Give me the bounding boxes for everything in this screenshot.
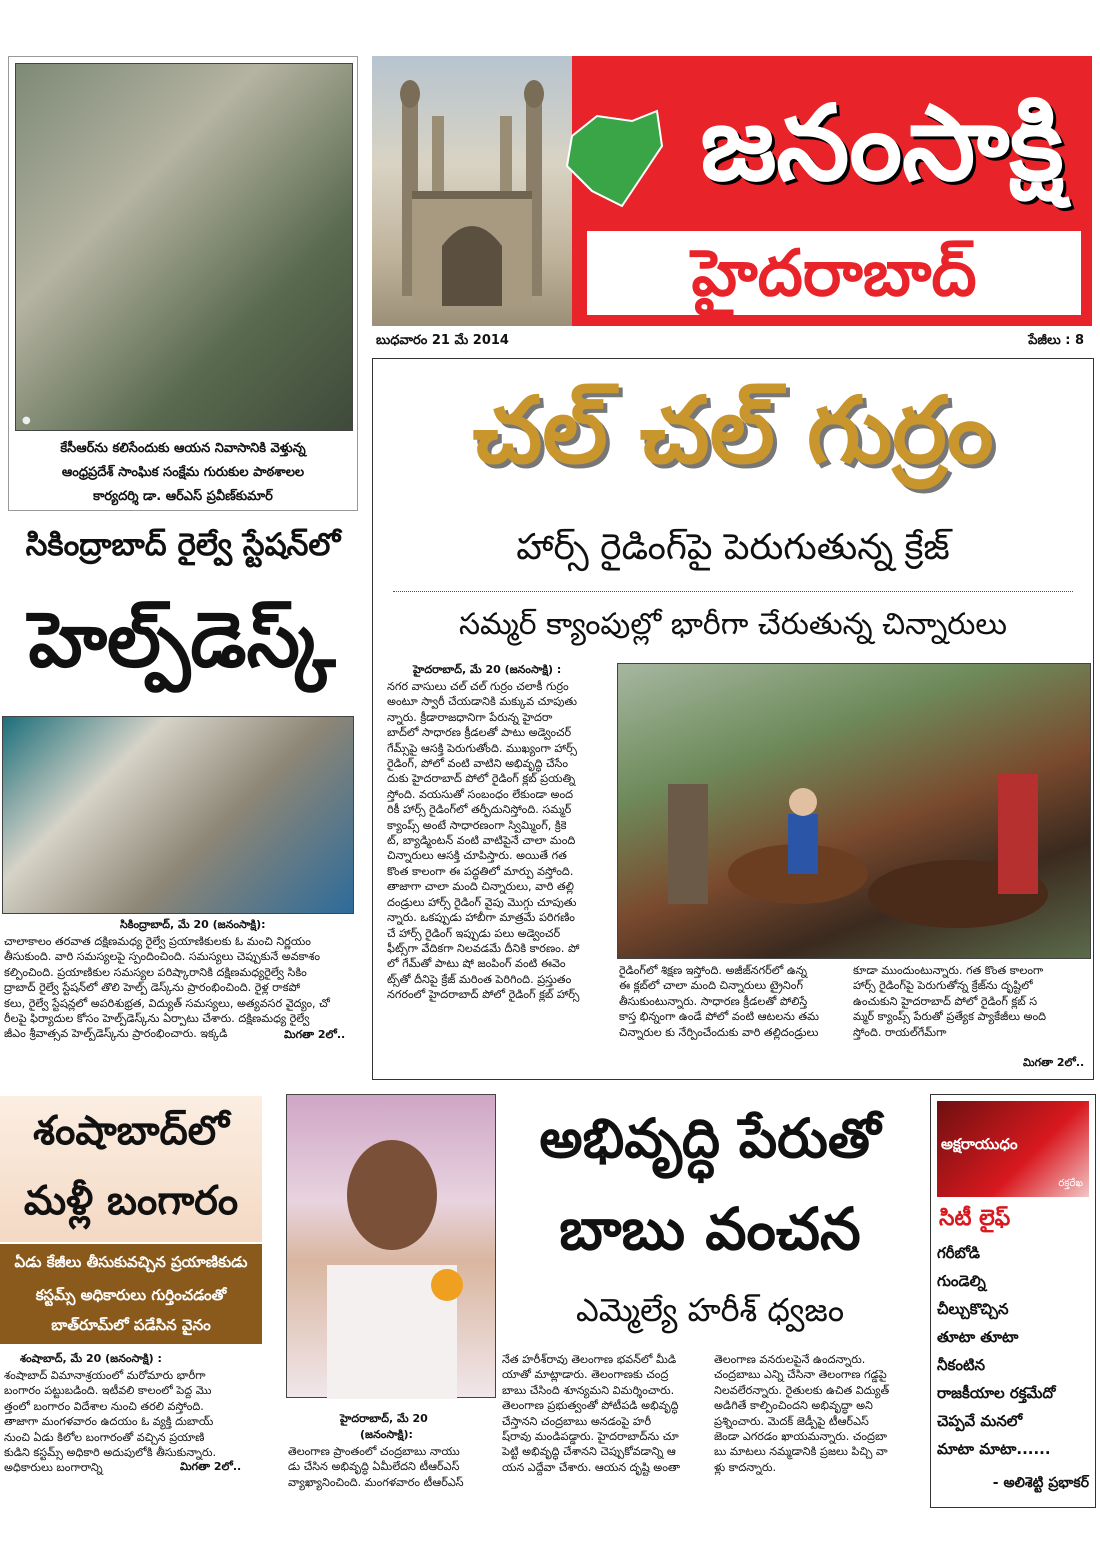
masthead-edition-box xyxy=(584,228,1084,318)
column-logo xyxy=(937,1101,1089,1197)
lead-col2: రైడింగ్‌లో శిక్షణ ఇస్తోంది. అజీజ్‌నగర్‌లో ఉన్న ఈ క్లబ్‌లో చాలా మంది చిన్నారులు ట్రైనింగ్ తీసుకుంటున్నారు. సాధారణ క్రీడలతో పోలిస్తే కాస్త భిన్నంగా ఉండే పోలో వంటి ఆటలను తమ చిన్నారుల కు నేర్పించేందుకు వారి తల్లిదండ్రులు xyxy=(619,964,819,1039)
gold-deck1: ఏడు కేజీలు తీసుకువచ్చిన ప్రయాణికుడు xyxy=(14,1253,248,1271)
babu-headline1: అభివృద్ధి పేరుతో xyxy=(539,1107,881,1170)
page-count: పేజీలు : 8 xyxy=(1028,333,1084,348)
column-title: సిటీ లైఫ్ xyxy=(939,1206,1011,1231)
helpdesk-photo xyxy=(2,716,354,914)
gold-dateline: శంషాబాద్, మే 20 (జనంసాక్షి) : xyxy=(20,1352,162,1365)
lead-col1: నగర వాసులు చల్ చల్ గుర్రం చలాకీ గుర్రం అంటూ స్వారీ చేయడానికి మక్కువ చూపుతు న్నారు. క్రీడారాజధానిగా పేరున్న హైదరా బాద్‌లో సాధారణ క్రీడలతో పాటు అడ్వెంచర్ గేమ్స్‌పై ఆసక్తి పెరుగుతోంది. ముఖ్యంగా హార్స్ రైడింగ్, పోలో వంటి వాటిని అభివృద్ధి చేసేం దుకు హైదరాబాద్ పోలో రైడింగ్ క్లబ్ ప్రయత్ని స్తోంది. వయసుతో సంబంధం లేకుండా అంద రికీ హార్స్ రైడింగ్‌లో తర్ఫీదునిస్తోంది. సమ్మర్ క్యాంప్స్ అంటే సాధారణంగా స్విమ్మింగ్, క్రికె ట్, బ్యాడ్మింటన్ వంటి వాటిపైనే చాలా మంది చిన్నారులు ఆసక్తి చూపిస్తారు. అయితే గత కొంత కాలంగా ఈ పద్ధతిలో మార్పు వస్తోంది. తాజాగా చాలా మంది చిన్నారులు, వారి తల్లి దండ్రులు హార్స్ రైడింగ్ వైపు మొగ్గు చూపుతు న్నారు. ఒకప్పుడు హాబీగా మాత్రమే పరిగణిం చే హార్స్ రైడింగ్ ఇప్పుడు పలు అడ్వెంచర్ ఫీట్స్‌గా వేదికగా నిలవడమే దీనికి కారణం. పో లో గేమ్‌తో పాటు షో జంపింగ్ వంటి ఈవెం ట్స్‌తో దీనిపై క్రేజ్ మరింత పెరిగింది. ప్రస్తుతం నగరంలో హైదరాబాద్ పోలో రైడింగ్ క్లబ్ హార్స్ xyxy=(387,680,580,1002)
masthead-edition: హైదరాబాద్ xyxy=(691,237,977,311)
gold-deck2: కస్టమ్స్ అధికారులు గుర్తించడంతో xyxy=(35,1286,227,1304)
babu-headline2: బాబు వంచన xyxy=(559,1195,861,1263)
babu-col1: నేత హరీశ్‌రావు తెలంగాణ భవన్‌లో మీడి యాతో మాట్లాడారు. తెలంగాణకు చంద్ర బాబు చేసింది శూన్యమని విమర్శించారు. తెలంగాణ ప్రభుత్వంతో పోటీపడి అభివృద్ధి చేస్తానని చంద్రబాబు అనడంపై హరీ ష్‌రావు మండిపడ్డారు. హైదరాబాద్‌ను చూ పెట్టి అభివృద్ధి చేశానని చెప్పుకోవడాన్ని ఆ యన ఎద్దేవా చేశారు. ఆయన దృష్టి అంతా xyxy=(502,1353,681,1474)
babu-dateline2: (జనంసాక్షి): xyxy=(360,1428,413,1441)
gold-body: శంషాబాద్ విమానాశ్రయంలో మరోమారు భారీగా బంగారం పట్టుబడింది. ఇటీవలి కాలంలో పెద్ద మొ త్తంలో బంగారం విదేశాల నుంచి తరలి వస్తోంది. తాజాగా మంగళవారం ఉదయం ఓ వ్యక్తి దుబాయ్ నుంచి ఏడు కిలోల బంగారంతో వచ్చిన ప్రయాణి కుడిని కస్టమ్స్ అధికారి అదుపులోకి తీసుకున్నారు. అధికారులు బంగారాన్ని xyxy=(4,1369,217,1475)
speaker-icon xyxy=(287,1095,497,1399)
masthead-name: జనంసాక్షి xyxy=(700,82,1064,204)
lead-col3: కూడా ముందుంటున్నారు. గత కొంత కాలంగా హార్స్ రైడింగ్‌పై పెరుగుతోన్న క్రేజ్‌ను దృష్టిలో ఉంచుకుని హైదరాబాద్ పోలో రైడింగ్ క్లబ్ స మ్మర్ క్యాంప్స్ పేరుతో ప్రత్యేక ప్యాకేజీలు అంది స్తోంది. రాయల్‌గేమ్‌గా xyxy=(853,964,1047,1039)
photo-caption: కేసీఆర్‌ను కలిసేందుకు ఆయన నివాసానికి వెళ్తున్న ఆంధ్రప్రదేశ్ సాంఘిక సంక్షేమ గురుకుల పాఠశాలల కార్యదర్శి డా. ఆర్‌ఎస్ ప్రవీణ్‌కుమార్ xyxy=(60,441,306,504)
lead-story xyxy=(372,358,1094,1080)
charminar-icon xyxy=(372,56,572,326)
gold-deck-box xyxy=(0,1244,262,1344)
helpdesk-kicker: సికింద్రాబాద్ రైల్వే స్టేషన్‌లో xyxy=(25,527,341,563)
gold-headline-box xyxy=(0,1096,262,1242)
telangana-map-icon xyxy=(552,96,672,216)
gold-continued[interactable]: మిగతా 2లో.. xyxy=(180,1460,242,1473)
horse-icon xyxy=(618,664,1092,960)
column-logo-sub: రక్తరేఖ xyxy=(1058,1178,1083,1189)
helpdesk-headline: హెల్ప్‌డెస్క్ xyxy=(28,595,336,684)
column-poem: గరీబోడి గుండెల్ని చీల్చుకొచ్చిన తూటా తూటా నీకంటిన రాజకీయాల రక్తమేదో చెప్పవే మనలో మాటా మాటా...... xyxy=(937,1244,1056,1458)
gold-deck3: బాత్‌రూమ్‌లో పడేసిన వైనం xyxy=(51,1316,211,1334)
lead-deck2: సమ్మర్ క్యాంపుల్లో భారీగా చేరుతున్న చిన్నారులు xyxy=(458,607,1008,642)
column-logo-text: అక్షరాయుధం xyxy=(941,1135,1018,1153)
gold-headline1: శంషాబాద్‌లో xyxy=(33,1108,229,1154)
lead-dateline: హైదరాబాద్, మే 20 (జనంసాక్షి) : xyxy=(413,663,562,676)
babu-dateline1: హైదరాబాద్, మే 20 xyxy=(340,1412,428,1425)
date-bar xyxy=(372,330,1092,352)
gold-headline2: మళ్లీ బంగారం xyxy=(23,1178,239,1224)
harish-rao-photo xyxy=(286,1094,496,1398)
kcr-visit-photo: ● xyxy=(15,63,353,431)
masthead xyxy=(372,56,1092,326)
helpdesk-body: చాలాకాలం తరవాత దక్షిణమధ్య రైల్వే ప్రయాణికులకు ఓ మంచి నిర్ణయం తీసుకుంది. వారి సమస్యలపై స్పందించింది. సమస్యలు చెప్పుకునే అవకాశం కల్పించింది. ప్రయాణికుల సమస్యల పరిష్కారానికి దక్షిణమధ్యరైల్వే సికిం ద్రాబాద్ రైల్వే స్టేషన్‌లో తొలి హెల్ప్ డెస్క్‌ను ప్రారంభించింది. రైళ్ల రాకపో కలు, రైల్వే స్టేషన్లలో అపరిశుభ్రత, విద్యుత్ సమస్యలు, అత్యవసర వైద్యం, చో రీలపై ఫిర్యాదుల కోసం హెల్ప్‌డెస్క్‌ను ఏర్పాటు చేశారు. దక్షిణమధ్య రైల్వే జీఎం శ్రీవాత్సవ హెల్ప్‌డెస్క్‌ను ప్రారంభించారు. ఇక్కడి xyxy=(4,935,330,1041)
babu-deck: ఎమ్మెల్యే హరీశ్ ధ్వజం xyxy=(575,1291,845,1329)
column-box xyxy=(930,1094,1096,1508)
lead-headline: చల్ చల్ గుర్రం xyxy=(472,377,994,484)
charminar-image xyxy=(372,56,572,326)
top-left-story xyxy=(8,56,358,511)
issue-date: బుధవారం 21 మే 2014 xyxy=(376,333,509,348)
lead-continued[interactable]: మిగతా 2లో.. xyxy=(1023,1056,1085,1069)
column-author: - అలిశెట్టి ప్రభాకర్ xyxy=(992,1475,1089,1491)
helpdesk-dateline: సికింద్రాబాద్, మే 20 (జనంసాక్షి): xyxy=(120,918,266,931)
lead-deck1: హార్స్ రైడింగ్‌పై పెరుగుతున్న క్రేజ్ xyxy=(516,527,950,568)
helpdesk-continued[interactable]: మిగతా 2లో.. xyxy=(284,1028,346,1041)
babu-col2: తెలంగాణ వనరులపైనే ఉందన్నారు. చంద్రబాబు ఎన్ని చేసినా తెలంగాణ గడ్డపై నిలవలేరన్నారు. రైతులకు ఉచిత విద్యుత్ అడిగితే కాల్పించిందని అభివృద్ధా అని ప్రశ్నించారు. మెదక్ జెడ్పీపై టీఆర్‌ఎస్ జెండా ఎగరడం ఖాయమన్నారు. చంద్రబా బు మాటలు నమ్మడానికి ప్రజలు పిచ్చి వా ళ్లు కాదన్నారు. xyxy=(714,1353,890,1474)
deck-divider xyxy=(393,591,1073,592)
babu-col0: తెలంగాణ ప్రాంతంలో చంద్రబాబు నాయు డు చేసిన అభివృద్ధి ఏమీలేదని టీఆర్‌ఎస్ వ్యాఖ్యానించింది. మంగళవారం టీఆర్‌ఎస్ xyxy=(288,1445,464,1489)
horse-riding-photo xyxy=(617,663,1091,959)
